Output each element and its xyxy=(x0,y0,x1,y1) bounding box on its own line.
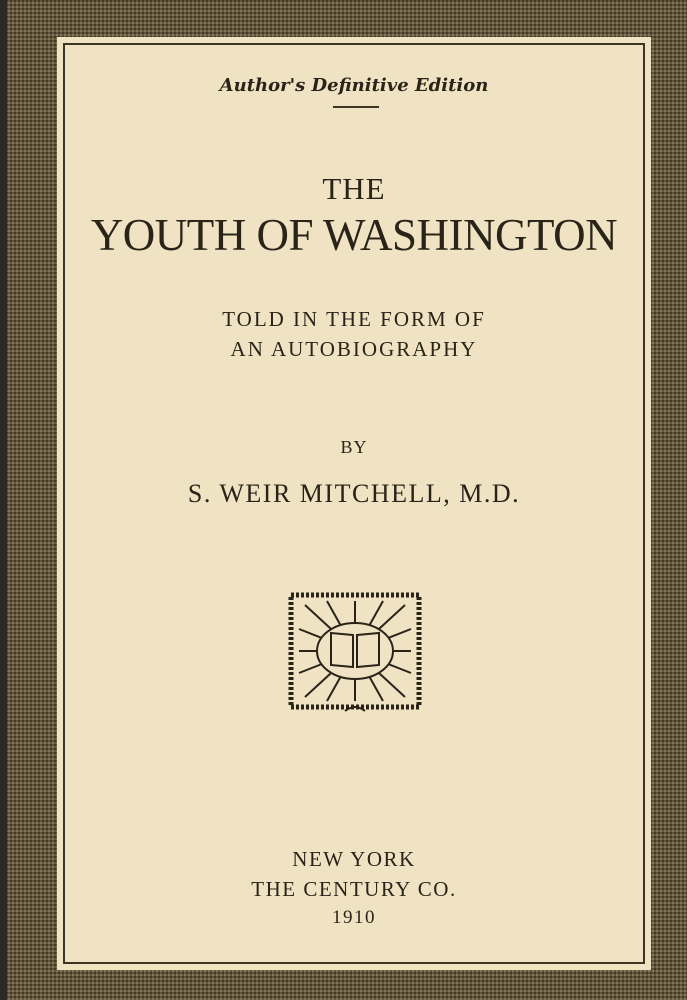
book-spine-edge xyxy=(0,0,7,1000)
author-name: S. WEIR MITCHELL, M.D. xyxy=(187,479,521,508)
divider xyxy=(333,106,379,108)
publisher-name: THE CENTURY CO. xyxy=(251,877,457,901)
open-book-emblem-icon xyxy=(287,591,423,717)
edition-text: Author's Definitive Edition xyxy=(219,75,489,96)
cover-label xyxy=(57,37,651,970)
title-line-2: YOUTH OF WASHINGTON xyxy=(90,210,618,260)
subtitle-line-1: TOLD IN THE FORM OF xyxy=(222,307,486,331)
by-text: BY xyxy=(340,437,368,457)
subtitle-line-2: AN AUTOBIOGRAPHY xyxy=(230,337,478,361)
publication-year: 1910 xyxy=(332,907,376,928)
publisher-city: NEW YORK xyxy=(292,847,416,871)
title-line-1: THE xyxy=(322,171,386,206)
